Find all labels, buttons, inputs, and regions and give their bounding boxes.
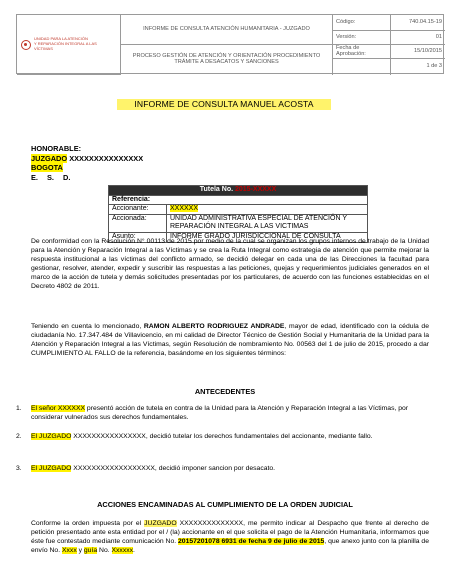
p2-text-a: Teniendo en cuenta lo mencionado, [31,323,144,330]
addressee-court [31,154,143,164]
esd-e: E. [31,172,38,182]
guia-word: guía [83,547,98,555]
p3-court-highlight: JUZGADO [144,520,177,527]
paragraph-actions [31,519,429,555]
fecha-label: Fecha de Aprobación: [333,45,391,59]
addressee-block [31,144,143,182]
codigo-value: 740.04.15-19 [391,15,445,31]
asunto-label: Asunto: [109,232,167,242]
esd-s: S. [47,172,54,182]
version-label: Versión: [333,31,391,45]
guia-number: Xxxxxx [111,547,134,555]
fecha-value: 15/10/2015 [391,45,445,59]
logo [17,15,121,75]
acciones-heading: ACCIONES ENCAMINADAS AL CUMPLIMIENTO DE LA ORDEN JUDICIAL [97,500,353,509]
document-header [16,14,444,74]
item-highlight: El JUZGADO [31,433,72,440]
accionada-value: UNIDAD ADMINISTRATIVA ESPECIAL DE ATENCIÓN Y REPARACIÓN INTEGRAL A LAS VICTIMAS [167,214,368,232]
paragraph-resolution: De conformidad con la Resolución N° 00113 de 2015 por medio de la cual se organizan los grupos internos de trabajo de la Unidad para la Atención y Reparación Integral a las Víctimas y se crea la Ruta Integral como estrategia de atención que permite mejorar la respuesta institucional a las víctimas del conflicto armado, se decidió delegar en cada una de las Direcciones la facultad para gestionar, resolver, atender, expedir y suscribir las respuestas a las peticiones, quejas y requerimientos judiciales generados en el marco de la acción de tutela y demás solicitudes presentadas por los particulares, de acuerdo con las funciones establecidas en el Decreto 4802 de 2011. [31,238,429,291]
referencia-label: Referencia: [109,195,368,205]
p3-text-b: XXXXXXXXXXXXXX, me permito indicar al Despacho que frente al derecho de petición presentado ante esta entidad por el / (la) accionante en el que solicita el pago de la Atención Humanitaria, informamos que éste fue contestado mediante comunicación No. [31,520,429,546]
envio-number: Xxxx [61,547,77,555]
tutela-label: Tutela No. [199,186,235,193]
logo-text [34,37,116,51]
addressee-city [31,163,143,173]
p3-text-a: Conforme la orden impuesta por el [31,520,145,527]
item-number: 3. [16,465,22,472]
accionada-label: Accionada: [109,214,167,232]
accionante-value [167,205,368,215]
list-item [16,464,429,473]
tutela-header [109,186,368,196]
asunto-value: INFORME GRADO JURISDICCIONAL DE CONSULTA [167,232,368,242]
antecedentes-heading: ANTECEDENTES [194,387,256,396]
p3-text-e: No. [97,547,112,555]
item-number: 2. [16,433,22,440]
accionante-label: Accionante: [109,205,167,215]
coat-of-arms-icon [21,40,31,50]
esd-d: D. [63,172,71,182]
logo-line-2: Y REPARACIÓN INTEGRAL A LAS VÍCTIMAS [34,41,97,51]
table-row [109,205,368,215]
city-highlight: BOGOTA [31,163,63,173]
page-label-cell [333,59,391,75]
communication-number: 20157201078 6931 de fecha 9 de julio de 2015 [178,538,325,546]
addressee-esd [31,173,143,183]
codigo-label: Código: [333,15,391,31]
director-name: RAMON ALBERTO RODRIGUEZ ANDRADE [143,323,285,330]
court-name: XXXXXXXXXXXXXXX [67,153,144,163]
p2-text-b: , mayor de edad, identificado con la cédula de ciudadanía No. 17.347.484 de Villavicencio, en mi calidad de Director Técnico de Gestión Social y Humanitaria de la Unidad para la Atención y Reparación Integral a las Víctimas, según Resolución de nombramiento No. 00563 del 1 de julio de 2015, procedo a dar CUMPLIMIENTO AL FALLO de la referencia, basándome en los siguientes términos: [31,323,429,358]
list-item [16,404,429,422]
accionante-highlight: XXXXXX [170,205,199,213]
header-title-2: PROCESO GESTIÓN DE ATENCIÓN Y ORIENTACIÓN PROCEDIMIENTO TRÁMITE A DESACATOS Y SANCIONES [121,45,333,75]
p3-text-c: , que anexo junto con la planilla de envío No. [31,538,429,555]
p3-text-d: y [76,547,84,555]
tutela-value: 2015-XXXXX [235,186,277,193]
addressee-honorable: HONORABLE: [31,144,82,153]
document-title: INFORME DE CONSULTA MANUEL ACOSTA [117,99,331,110]
p3-text-f: . [133,547,135,555]
item-highlight: El señor XXXXXX [31,405,86,412]
court-highlight: JUZGADO [31,153,68,163]
item-highlight: El JUZGADO [31,465,72,472]
item-body: XXXXXXXXXXXXXXXX, decidió tutelar los derechos fundamentales del accionante, mediante fallo. [71,433,373,440]
list-item [16,432,429,441]
reference-table [108,185,368,243]
item-body: presentó acción de tutela en contra de la Unidad para la Atención y Reparación Integral a las Víctimas, por considerar vulnerados sus derechos fundamentales. [31,405,409,422]
item-text [31,404,429,422]
table-row [109,214,368,232]
item-text [31,464,429,473]
item-body: XXXXXXXXXXXXXXXXXX, decidió imponer sancion por desacato. [71,465,276,472]
header-title-1: INFORME DE CONSULTA ATENCIÓN HUMANITARIA - JUZGADO [121,15,333,45]
logo-line-1: UNIDAD PARA LA ATENCIÓN [34,36,88,42]
page-number: 1 de 3 [426,63,442,70]
paragraph-compliance [31,322,429,358]
version-value: 01 [391,31,445,45]
item-number: 1. [16,405,22,412]
item-text [31,432,429,441]
